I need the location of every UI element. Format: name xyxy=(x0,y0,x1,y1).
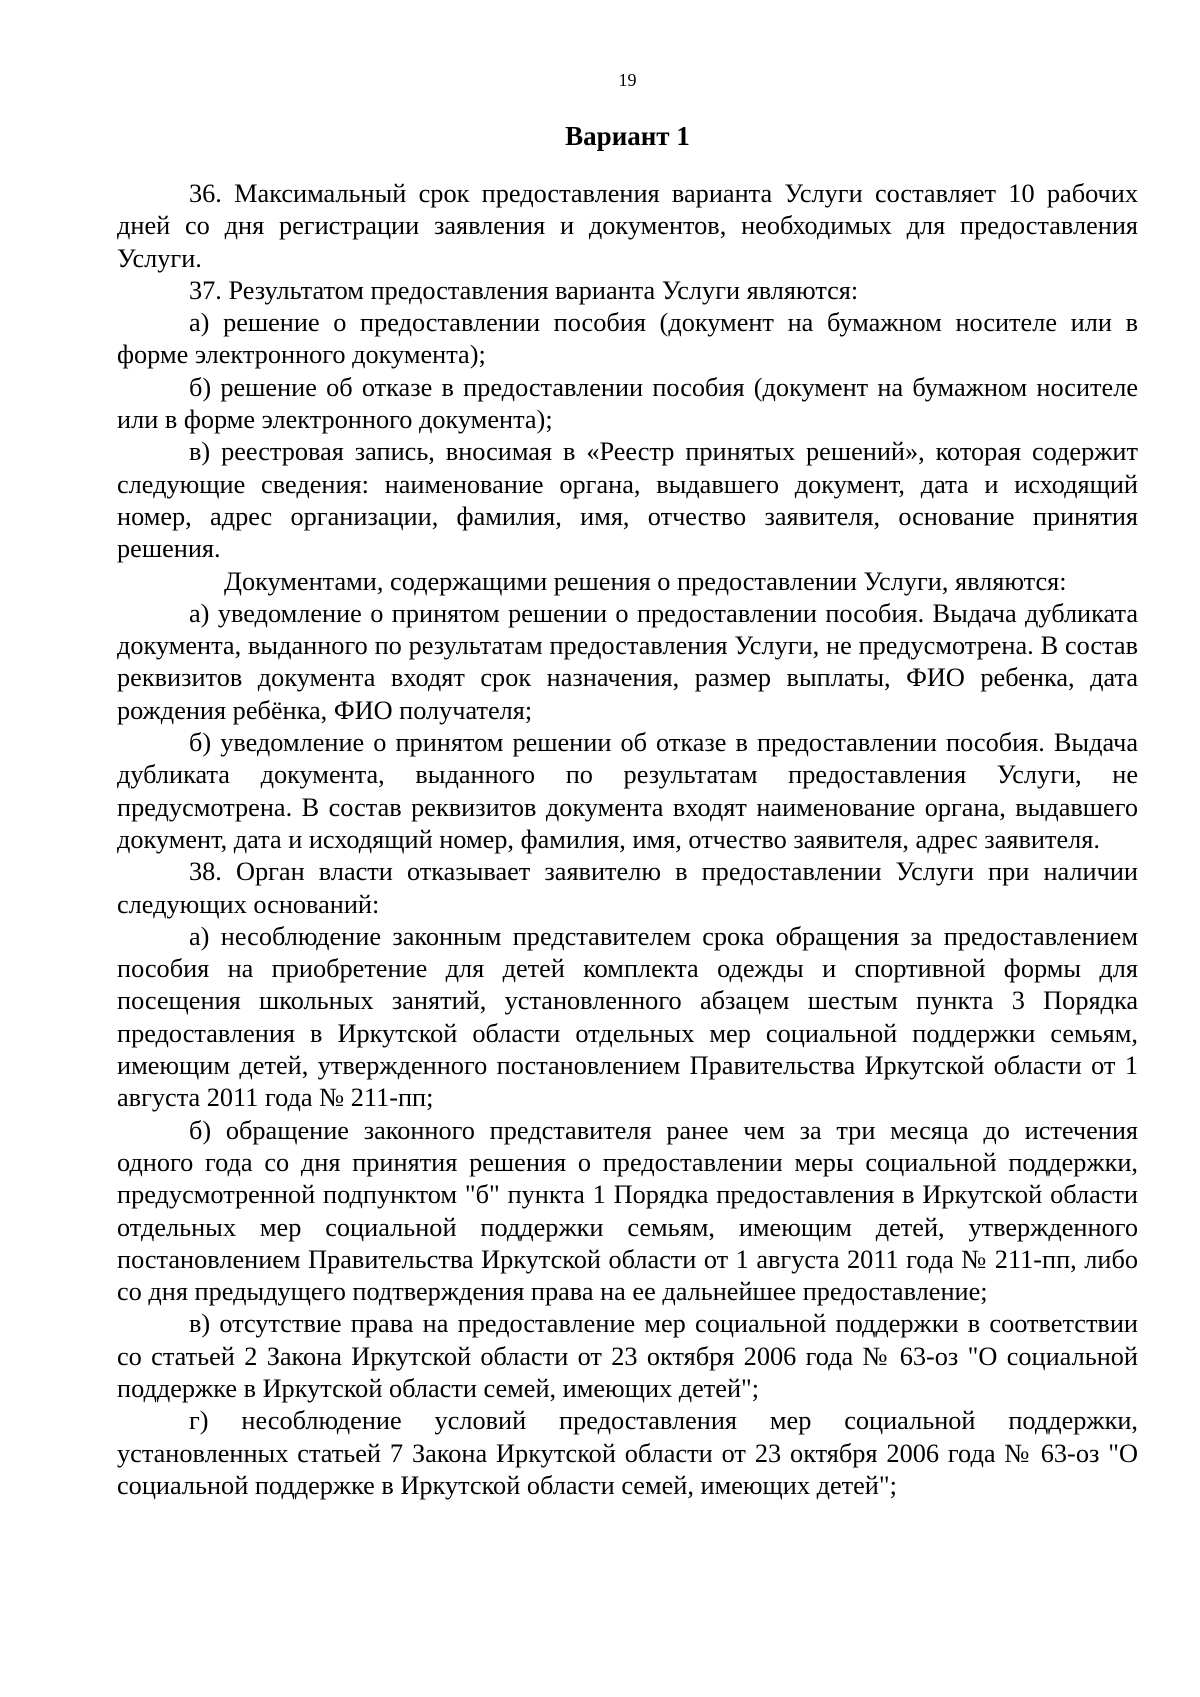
paragraph-38: 38. Орган власти отказывает заявителю в предоставлении Услуги при наличии следующих оснований: xyxy=(117,857,1138,919)
paragraph-37-v: в) реестровая запись, вносимая в «Реестр принятых решений», которая содержит следующие сведения: наименование органа, выдавшего документ, дата и исходящий номер, адрес организации, фамилия, имя, отчество заявителя, основание принятия решения. xyxy=(117,437,1138,564)
paragraph-38-v: в) отсутствие права на предоставление мер социальной поддержки в соответствии со статьей 2 Закона Иркутской области от 23 октября 2006 года № 63-оз "О социальной поддержке в Иркутской области семей, имеющих детей"; xyxy=(117,1309,1138,1403)
paragraph-37: 37. Результатом предоставления варианта Услуги являются: xyxy=(189,275,859,305)
paragraph-37-b: б) решение об отказе в предоставлении пособия (документ на бумажном носителе или в форме электронного документа); xyxy=(117,372,1138,435)
paragraph-documents-a: а) уведомление о принятом решении о предоставлении пособия. Выдача дубликата документа, выданного по результатам предоставления Услуги, не предусмотрена. В состав реквизитов документа входят срок назначения, размер выплаты, ФИО ребенка, дата рождения ребёнка, ФИО получателя; xyxy=(117,598,1138,725)
document-body xyxy=(117,178,1138,1502)
paragraph-documents-intro: Документами, содержащими решения о предоставлении Услуги, являются: xyxy=(224,566,1067,596)
paragraph-38-a: а) несоблюдение законным представителем срока обращения за предоставлением пособия на приобретение для детей комплекта одежды и спортивной формы для посещения школьных занятий, установленного абзацем шестым пункта 3 Порядка предоставления в Иркутской области отдельных мер социальной поддержки семьям, имеющим детей, утвержденного постановлением Правительства Иркутской области от 1 августа 2011 года № 211-пп; xyxy=(117,921,1138,1113)
paragraph-36: 36. Максимальный срок предоставления варианта Услуги составляет 10 рабочих дней со дня регистрации заявления и документов, необходимых для предоставления Услуги. xyxy=(117,179,1138,273)
section-heading: Вариант 1 xyxy=(565,121,690,151)
paragraph-38-b: б) обращение законного представителя ранее чем за три месяца до истечения одного года со дня принятия решения о предоставлении меры социальной поддержки, предусмотренной подпунктом "б" пункта 1 Порядка предоставления в Иркутской области отдельных мер социальной поддержки семьям, имеющим детей, утвержденного постановлением Правительства Иркутской области от 1 августа 2011 года № 211-пп, либо со дня предыдущего подтверждения права на ее дальнейшее предоставление; xyxy=(117,1115,1138,1307)
document-page xyxy=(117,70,1138,1502)
paragraph-documents-b: б) уведомление о принятом решении об отказе в предоставлении пособия. Выдача дубликата документа, выданного по результатам предоставления Услуги, не предусмотрена. В состав реквизитов документа входят наименование органа, выдавшего документ, дата и исходящий номер, фамилия, имя, отчество заявителя, адрес заявителя. xyxy=(117,728,1138,854)
page-number: 19 xyxy=(618,70,637,90)
paragraph-37-a: а) решение о предоставлении пособия (документ на бумажном носителе или в форме электронного документа); xyxy=(117,308,1138,370)
paragraph-38-g: г) несоблюдение условий предоставления мер социальной поддержки, установленных статьей 7 Закона Иркутской области от 23 октября 2006 года № 63-оз "О социальной поддержке в Иркутской области семей, имеющих детей"; xyxy=(117,1406,1138,1500)
